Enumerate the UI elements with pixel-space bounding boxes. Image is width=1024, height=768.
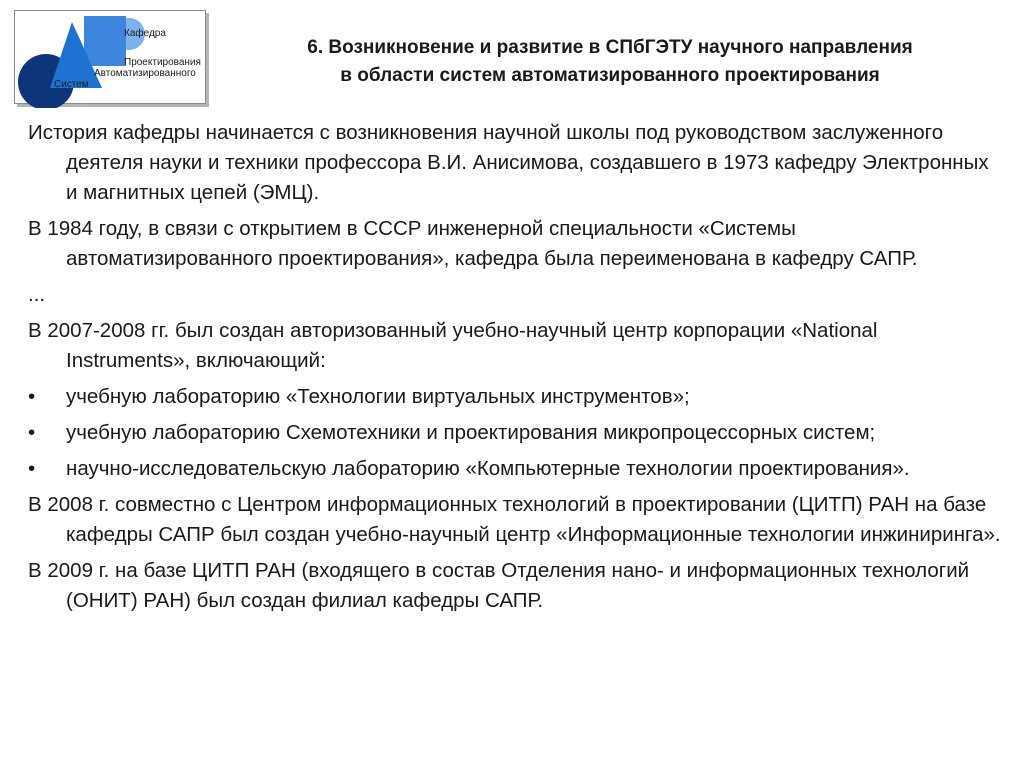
logo-line-3: Систем: [54, 79, 89, 90]
logo-kafedra-label: Кафедра: [124, 28, 166, 39]
paragraph-2008: В 2008 г. совместно с Центром информационных технологий в проектировании (ЦИТП) РАН на базе кафедры САПР был создан учебно-научный центр «Информационные технологии инжиниринга».: [28, 493, 1001, 546]
paragraph-1984: В 1984 году, в связи с открытием в СССР инженерной специальности «Системы автоматизированного проектирования», кафедра была переименована в кафедру САПР.: [28, 217, 918, 270]
paragraph-ellipsis: ...: [28, 283, 46, 306]
bullet-icon: •: [28, 385, 36, 408]
logo-line-2: Автоматизированного: [94, 68, 196, 79]
list-item: [28, 454, 1003, 484]
logo-line-1: Проектирования: [124, 57, 201, 68]
bullet-icon: •: [28, 421, 36, 444]
paragraph-2009: В 2009 г. на базе ЦИТП РАН (входящего в состав Отделения нано- и информационных технологий (ОНИТ) РАН) был создан филиал кафедры САПР.: [28, 559, 970, 612]
bullet-icon: •: [28, 457, 36, 480]
list-item: [28, 382, 1003, 412]
department-logo: [10, 8, 206, 104]
slide-title-line-2: в области систем автоматизированного проектирования: [340, 65, 880, 86]
slide-title-line-1: 6. Возникновение и развитие в СПбГЭТУ научного направления: [307, 37, 913, 58]
paragraph-history: История кафедры начинается с возникновения научной школы под руководством заслуженного деятеля науки и техники профессора В.И. Анисимова, создавшего в 1973 кафедру Электронных и магнитных цепей (ЭМЦ).: [28, 121, 989, 204]
paragraph-2007: В 2007-2008 гг. был создан авторизованный учебно-научный центр корпорации «National Instruments», включающий:: [28, 319, 878, 372]
list-item-text: учебную лабораторию Схемотехники и проектирования микропроцессорных систем;: [66, 421, 876, 444]
list-item-text: учебную лабораторию «Технологии виртуальных инструментов»;: [66, 385, 690, 408]
slide-body: [28, 118, 1003, 622]
list-item: [28, 418, 1003, 448]
slide-title: [230, 34, 990, 90]
logo-blue-square: [84, 16, 126, 66]
list-item-text: научно-исследовательскую лабораторию «Компьютерные технологии проектирования».: [66, 457, 910, 480]
